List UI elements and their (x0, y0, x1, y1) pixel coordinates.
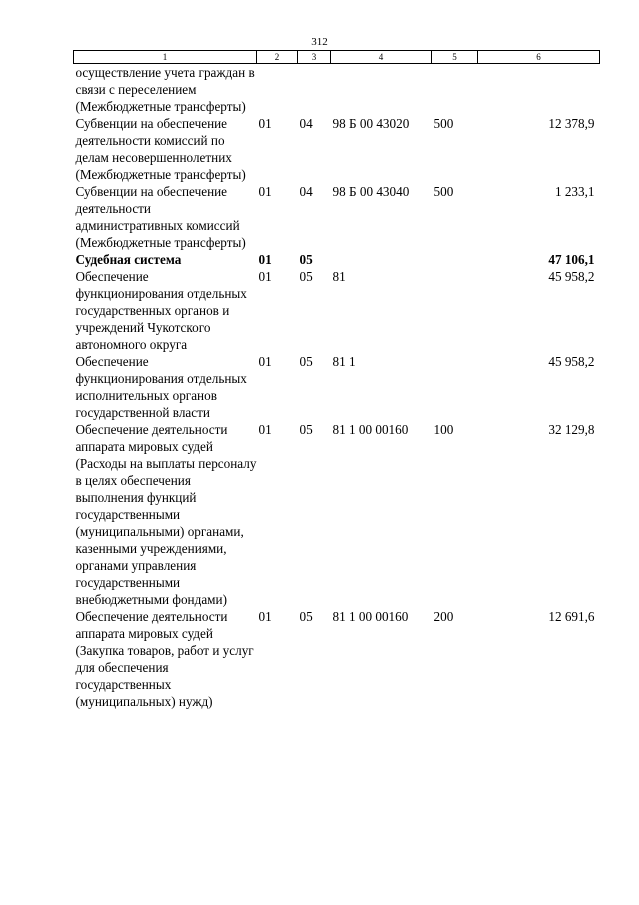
cell-subsection: 04 (299, 184, 313, 199)
page-number: 312 (311, 36, 328, 48)
cell-expense-type (432, 64, 478, 116)
cell-section: 01 (258, 609, 272, 624)
cell-amount: 45 958,2 (548, 269, 595, 284)
table-row (74, 421, 600, 608)
cell-name: Обеспечение функционирования отдельных исполнительных органов государственной власти (75, 354, 247, 420)
header-col-1: 1 (74, 51, 257, 64)
cell-name: Обеспечение деятельности аппарата мировых судей (Расходы на выплаты персоналу в целях обеспечения выполнения функций государственными (муниципальными) органами, казенными учреждениями, органами управления государственными внебюджетными фондами) (75, 422, 257, 607)
header-col-4: 4 (331, 51, 432, 64)
cell-amount: 47 106,1 (548, 252, 595, 267)
cell-expense-type: 200 (433, 609, 454, 624)
table-row (74, 115, 600, 183)
cell-name: Обеспечение функционирования отдельных государственных органов и учреждений Чукотского автономного округа (75, 269, 247, 352)
cell-target-article: 98 Б 00 43040 (332, 184, 410, 199)
cell-section: 01 (258, 269, 272, 284)
cell-amount: 12 691,6 (548, 609, 595, 624)
table-row (74, 183, 600, 251)
header-col-5: 5 (432, 51, 478, 64)
cell-expense-type (432, 251, 478, 268)
cell-amount: 32 129,8 (548, 422, 595, 437)
table-row (74, 251, 600, 268)
cell-subsection: 05 (299, 422, 313, 437)
cell-section: 01 (258, 184, 272, 199)
header-col-2: 2 (257, 51, 298, 64)
cell-target-article: 81 1 00 00160 (332, 609, 409, 624)
cell-subsection: 04 (299, 116, 313, 131)
cell-amount: 1 233,1 (554, 184, 595, 199)
cell-name: Судебная система (75, 252, 182, 267)
header-col-6: 6 (478, 51, 600, 64)
table-row (74, 64, 600, 116)
cell-expense-type (432, 353, 478, 421)
table-body (74, 64, 600, 711)
cell-target-article (331, 64, 432, 116)
header-col-3: 3 (298, 51, 331, 64)
cell-expense-type: 500 (433, 184, 454, 199)
cell-target-article: 98 Б 00 43020 (332, 116, 410, 131)
table-row (74, 268, 600, 353)
cell-name: Субвенции на обеспечение деятельности административных комиссий (Межбюджетные трансферты) (75, 184, 246, 250)
cell-section: 01 (258, 116, 272, 131)
cell-expense-type (432, 268, 478, 353)
cell-name: Обеспечение деятельности аппарата мировых судей (Закупка товаров, работ и услуг для обеспечения государственных (муниципальных) нужд) (75, 609, 254, 709)
table-row (74, 608, 600, 710)
cell-subsection: 05 (299, 354, 313, 369)
cell-section: 01 (258, 422, 272, 437)
table-row (74, 353, 600, 421)
cell-target-article: 81 1 (332, 354, 356, 369)
cell-subsection: 05 (299, 609, 313, 624)
cell-expense-type: 500 (433, 116, 454, 131)
cell-target-article: 81 1 00 00160 (332, 422, 409, 437)
cell-name: Субвенции на обеспечение деятельности комиссий по делам несовершеннолетних (Межбюджетные трансферты) (75, 116, 246, 182)
cell-target-article: 81 (332, 269, 346, 284)
cell-subsection (298, 64, 331, 116)
budget-table (73, 50, 600, 710)
cell-section: 01 (258, 252, 272, 267)
cell-subsection: 05 (299, 252, 313, 267)
cell-name: осуществление учета граждан в связи с переселением (Межбюджетные трансферты) (75, 65, 255, 114)
cell-amount: 12 378,9 (548, 116, 595, 131)
cell-section (257, 64, 298, 116)
header-row (74, 51, 600, 64)
cell-expense-type: 100 (433, 422, 454, 437)
cell-target-article (331, 251, 432, 268)
cell-subsection: 05 (299, 269, 313, 284)
cell-amount: 45 958,2 (548, 354, 595, 369)
cell-section: 01 (258, 354, 272, 369)
cell-amount (478, 64, 600, 116)
